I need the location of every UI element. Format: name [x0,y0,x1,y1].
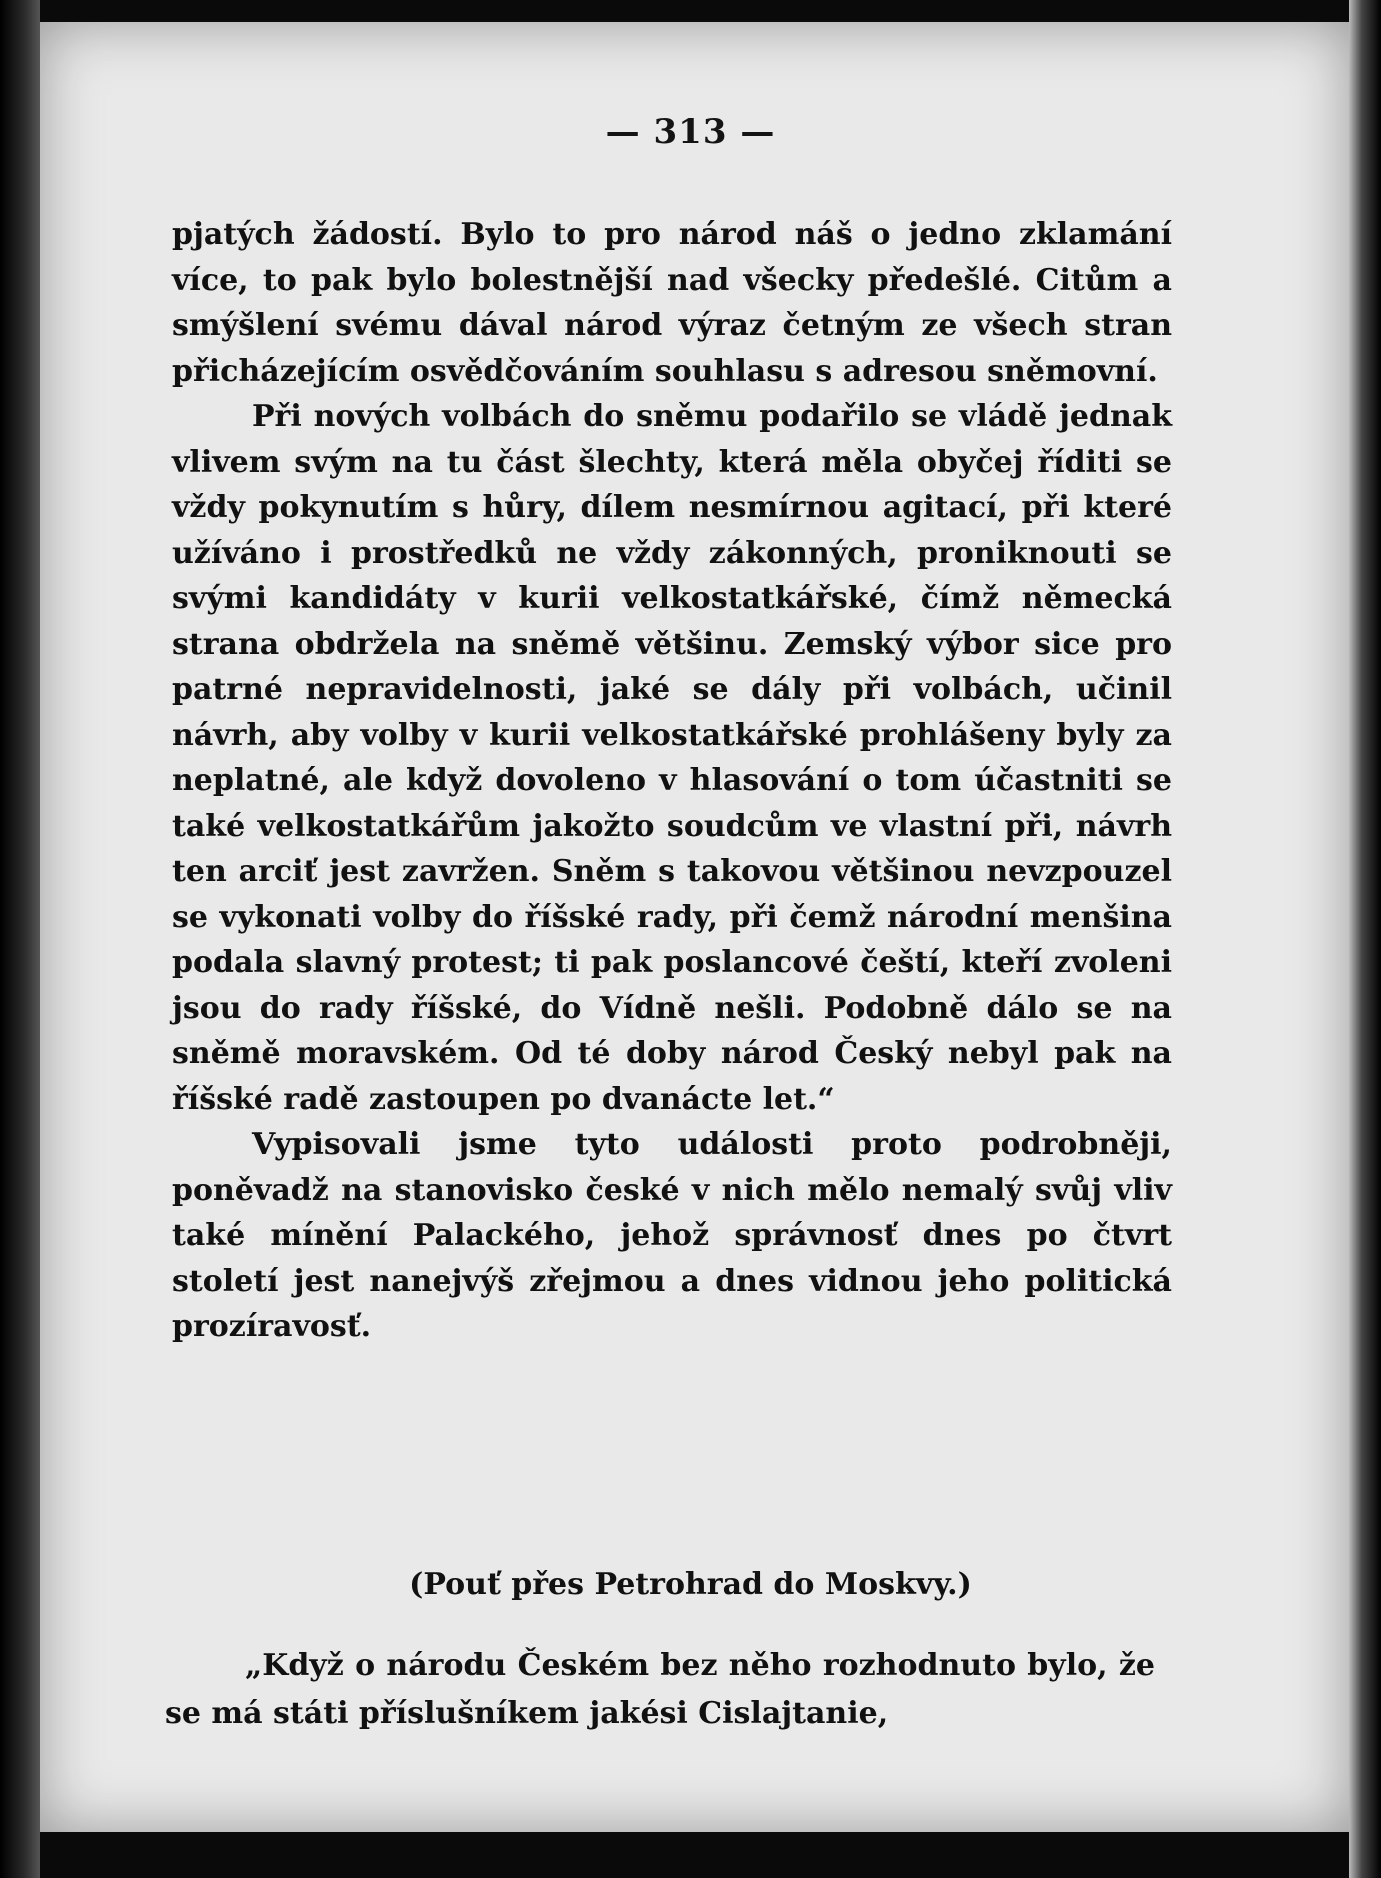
page-number: — 313 — [605,112,776,152]
paragraph-palacky: Vypisovali jsme tyto události proto podrobněji, poněvadž na stanovisko české v nich mělo nemalý svůj vliv také mínění Palackého, jehož správnosť dnes po čtvrt století jest nanejvýš zřejmou a dnes vidnou jeho politická prozíravosť. [172,1127,1172,1344]
paragraph-closing: „Když o národu Českém bez něho rozhodnuto bylo, že se má státi příslušníkem jakési Cislajtanie, [165,1648,1155,1731]
paragraph-elections: Při nových volbách do sněmu podařilo se vládě jednak vlivem svým na tu část šlechty, která měla obyčej říditi se vždy pokynutím s hůry, dílem nesmírnou agitací, při které užíváno i prostředků ne vždy zákonných, proniknouti se svými kandidáty v kurii velkostatkářské, čímž německá strana obdržela na sněmě většinu. Zemský výbor sice pro patrné nepravidelnosti, jaké se dály při volbách, učinil návrh, aby volby v kurii velkostatkářské prohlášeny byly za neplatné, ale když dovoleno v hlasování o tom účastniti se také velkostatkářům jakožto soudcům ve vlastní při, návrh ten arciť jest zavržen. Sněm s takovou většinou nevzpouzel se vykonati volby do říšské rady, při čemž národní menšina podala slavný protest; ti pak poslancové čeští, kteří zvoleni jsou do rady říšské, do Vídně nešli. Podobně dálo se na sněmě moravském. Od té doby národ Český nebyl pak na říšské radě zastoupen po dvanácte let.“ [172,399,1172,1117]
paragraph-continuation: pjatých žádostí. Bylo to pro národ náš o jedno zklamání více, to pak bylo bolestnější nad všecky předešlé. Citům a smýšlení svému dával národ výraz četným ze všech stran přicházejícím osvědčováním souhlasu s adresou sněmovní. [172,217,1172,389]
body-text [172,212,1172,1350]
section-subtitle: (Pouť přes Petrohrad do Moskvy.) [409,1567,972,1602]
closing-text [165,1642,1155,1738]
